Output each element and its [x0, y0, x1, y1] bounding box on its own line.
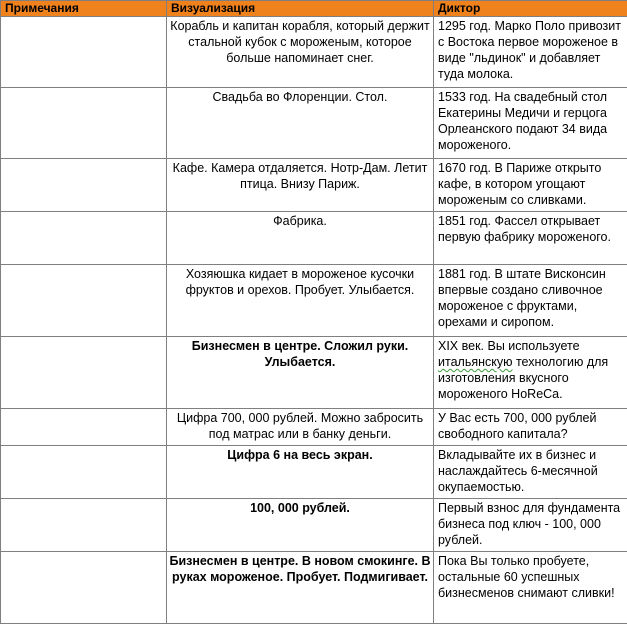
notes-cell: [1, 265, 167, 337]
narrator-cell: [434, 337, 627, 409]
notes-cell: [1, 212, 167, 265]
table-row: [1, 17, 627, 88]
visual-cell: Свадьба во Флоренции. Стол.: [167, 88, 434, 159]
table-row: [1, 88, 627, 159]
visual-cell: Цифра 6 на весь экран.: [167, 446, 434, 499]
spellcheck-marked-word: итальянскую: [438, 355, 512, 369]
header-visual: Визуализация: [167, 1, 434, 17]
narrator-cell: 1881 год. В штате Висконсин впервые создано сливочное мороженое с фруктами, орехами и сиропом.: [434, 265, 627, 337]
notes-cell: [1, 337, 167, 409]
table-row: [1, 212, 627, 265]
table-row: [1, 446, 627, 499]
notes-cell: [1, 17, 167, 88]
narrator-cell: 1851 год. Фассел открывает первую фабрику мороженого.: [434, 212, 627, 265]
narrator-text-end: технологию для изготовления вкусного мороженого HoReCa.: [438, 355, 608, 401]
visual-cell: Корабль и капитан корабля, который держит стальной кубок с мороженым, которое больше напоминает снег.: [167, 17, 434, 88]
header-row: [1, 1, 627, 17]
notes-cell: [1, 88, 167, 159]
visual-cell: Цифра 700, 000 рублей. Можно забросить под матрас или в банку деньги.: [167, 409, 434, 446]
visual-cell: Бизнесмен в центре. В новом смокинге. В руках мороженое. Пробует. Подмигивает.: [167, 552, 434, 624]
table-row: [1, 265, 627, 337]
notes-cell: [1, 499, 167, 552]
table-row: [1, 499, 627, 552]
narrator-cell: Пока Вы только пробуете, остальные 60 успешных бизнесменов снимают сливки!: [434, 552, 627, 624]
notes-cell: [1, 446, 167, 499]
narrator-cell: 1295 год. Марко Поло привозит с Востока первое мороженое в виде "льдинок" и добавляет туда молока.: [434, 17, 627, 88]
narrator-text-start: XIX век. Вы используете: [438, 339, 580, 353]
visual-cell: Бизнесмен в центре. Сложил руки. Улыбается.: [167, 337, 434, 409]
visual-cell: 100, 000 рублей.: [167, 499, 434, 552]
narrator-cell: Первый взнос для фундамента бизнеса под ключ - 100, 000 рублей.: [434, 499, 627, 552]
visual-cell: Хозяюшка кидает в мороженое кусочки фруктов и орехов. Пробует. Улыбается.: [167, 265, 434, 337]
notes-cell: [1, 409, 167, 446]
visual-cell: Фабрика.: [167, 212, 434, 265]
narrator-cell: Вкладывайте их в бизнес и наслаждайтесь 6-месячной окупаемостью.: [434, 446, 627, 499]
table-row: [1, 159, 627, 212]
narrator-cell: 1670 год. В Париже открыто кафе, в котором угощают мороженым со сливками.: [434, 159, 627, 212]
header-notes: Примечания: [1, 1, 167, 17]
header-narrator: Диктор: [434, 1, 627, 17]
narrator-cell: У Вас есть 700, 000 рублей свободного капитала?: [434, 409, 627, 446]
narrator-cell: 1533 год. На свадебный стол Екатерины Медичи и герцога Орлеанского подают 34 вида мороженого.: [434, 88, 627, 159]
visual-cell: Кафе. Камера отдаляется. Нотр-Дам. Летит птица. Внизу Париж.: [167, 159, 434, 212]
table-row: [1, 337, 627, 409]
table-row: [1, 409, 627, 446]
table-row: [1, 552, 627, 624]
notes-cell: [1, 159, 167, 212]
notes-cell: [1, 552, 167, 624]
